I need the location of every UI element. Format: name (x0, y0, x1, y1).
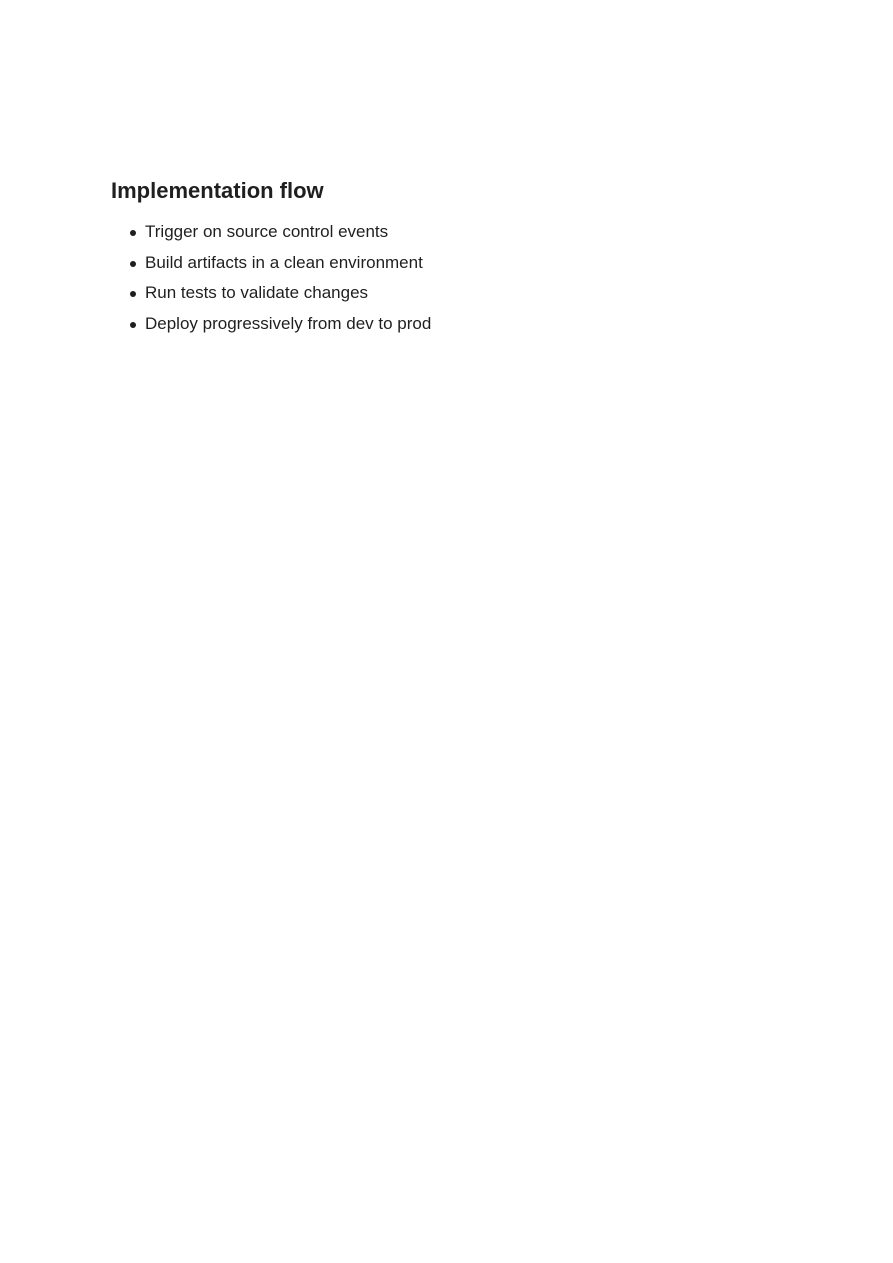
bullet-list (111, 221, 771, 335)
document-content (111, 174, 771, 343)
section-heading: Implementation flow (111, 178, 324, 203)
list-item (111, 252, 771, 274)
list-item-text: Deploy progressively from dev to prod (145, 313, 432, 333)
list-item (111, 313, 771, 335)
bullet-icon (130, 291, 136, 297)
bullet-icon (130, 261, 136, 267)
list-item-text: Build artifacts in a clean environment (145, 252, 423, 272)
list-item (111, 282, 771, 304)
list-item-text: Run tests to validate changes (145, 283, 369, 303)
list-item-text: Trigger on source control events (145, 222, 389, 241)
bullet-icon (130, 230, 136, 236)
list-item (111, 221, 771, 243)
bullet-icon (130, 322, 136, 328)
